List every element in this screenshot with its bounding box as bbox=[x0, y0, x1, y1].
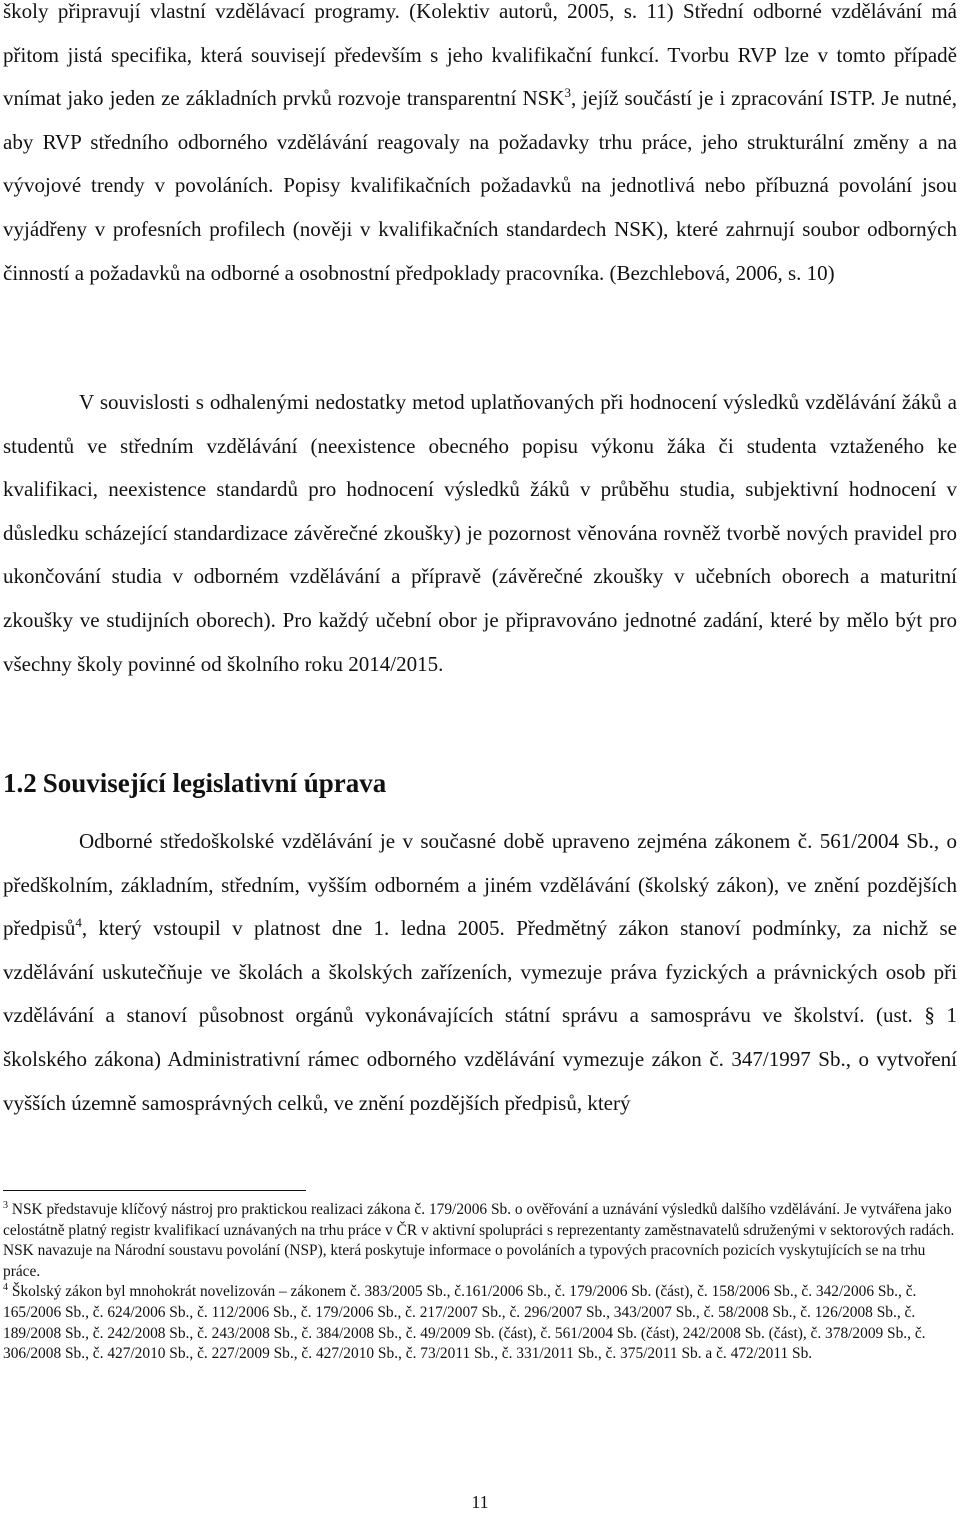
paragraph-text: Odborné středoškolské vzdělávání je v současné době upraveno zejména zákonem č. 561/2004 Sb., o předškolním, základním, středním, vyšším odborném a jiném vzdělávání (školský zákon), ve znění pozdějších předpisů bbox=[3, 829, 957, 941]
footnote-separator bbox=[3, 1190, 306, 1191]
paragraph-text: školy připravují vlastní vzdělávací programy. (Kolektiv autorů, 2005, s. 11) Střední odborné vzdělávání má přitom jistá specifika, která souvisejí především s jeho kvalifikační funkcí. Tvorbu RVP lze v tomto případě vnímat jako jeden ze základních prvků rozvoje transparentní NSK bbox=[3, 0, 957, 111]
footnote-mark: 4 bbox=[3, 1282, 8, 1294]
body-paragraph bbox=[3, 0, 957, 295]
body-paragraph: V souvislosti s odhalenými nedostatky metod uplatňovaných při hodnocení výsledků vzdělávání žáků a studentů ve středním vzdělávání (neexistence obecného popisu výkonu žáka či studenta vztaženého ke kvalifikaci, neexistence standardů pro hodnocení výsledků žáků v průběhu studia, subjektivní hodnocení v důsledku scházející standardizace závěrečné zkoušky) je pozornost věnována rovněž tvorbě nových pravidel pro ukončování studia v odborném vzdělávání a přípravě (závěrečné zkoušky v učebních oborech a maturitní zkoušky ve studijních oborech). Pro každý učební obor je připravováno jednotné zadání, které by mělo být pro všechny školy povinné od školního roku 2014/2015. bbox=[3, 390, 957, 676]
footnote-text: NSK představuje klíčový nástroj pro praktickou realizaci zákona č. 179/2006 Sb. o ověřování a uznávání výsledků dalšího vzdělávání. Je vytvářena jako celostátně platný registr kvalifikací uznávaných na trhu práce v ČR v aktivní spolupráci s reprezentanty zaměstnavatelů sdruženými v sektorových radách. NSK navazuje na Národní soustavu povolání (NSP), která poskytuje informace o povoláních a typových pracovních pozicích vyskytujících se na trhu práce. bbox=[3, 1201, 955, 1280]
footnote-reference[interactable]: 4 bbox=[75, 915, 82, 931]
section-title: Související legislativní úprava bbox=[42, 768, 387, 798]
footnote-mark: 3 bbox=[3, 1199, 8, 1211]
footnote bbox=[3, 1200, 957, 1282]
body-paragraph bbox=[3, 820, 957, 1125]
footnotes bbox=[3, 1200, 957, 1365]
footnote-reference[interactable]: 3 bbox=[564, 85, 571, 101]
page-number: 11 bbox=[471, 1492, 489, 1512]
section-number: 1.2 bbox=[3, 768, 37, 798]
paragraph-text: , jejíž součástí je i zpracování ISTP. Je nutné, aby RVP středního odborného vzdělávání reagovaly na požadavky trhu práce, jeho strukturální změny a na vývojové trendy v povoláních. Popisy kvalifikačních požadavků na jednotlivá nebo příbuzná povolání jsou vyjádřeny v profesních profilech (nověji v kvalifikačních standardech NSK), které zahrnují soubor odborných činností a požadavků na odborné a osobnostní předpoklady pracovníka. (Bezchlebová, 2006, s. 10) bbox=[3, 86, 957, 285]
footnote-text: Školský zákon byl mnohokrát novelizován – zákonem č. 383/2005 Sb., č.161/2006 Sb., č. 179/2006 Sb. (část), č. 158/2006 Sb., č. 342/2006 Sb., č. 165/2006 Sb., č. 624/2006 Sb., č. 112/2006 Sb., č. 179/2006 Sb., č. 217/2007 Sb., č. 296/2007 Sb., 343/2007 Sb., č. 58/2008 Sb., č. 126/2008 Sb., č. 189/2008 Sb., č. 242/2008 Sb., č. 243/2008 Sb., č. 384/2008 Sb., č. 49/2009 Sb. (část), č. 561/2004 Sb. (část), 242/2008 Sb. (část), č. 378/2009 Sb., č. 306/2008 Sb., č. 427/2010 Sb., č. 227/2009 Sb., č. 427/2010 Sb., č. 73/2011 Sb., č. 331/2011 Sb., č. 375/2011 Sb. a č. 472/2011 Sb. bbox=[3, 1283, 926, 1363]
section-heading bbox=[3, 763, 386, 803]
paragraph-text: , který vstoupil v platnost dne 1. ledna 2005. Předmětný zákon stanoví podmínky, za nichž se vzdělávání uskutečňuje ve školách a školských zařízeních, vymezuje práva fyzických a právnických osob při vzdělávání a stanoví působnost orgánů vykonávajících státní správu a samosprávu ve školství. (ust. § 1 školského zákona) Administrativní rámec odborného vzdělávání vymezuje zákon č. 347/1997 Sb., o vytvoření vyšších územně samosprávných celků, ve znění pozdějších předpisů, který bbox=[3, 916, 957, 1115]
footnote bbox=[3, 1282, 957, 1364]
